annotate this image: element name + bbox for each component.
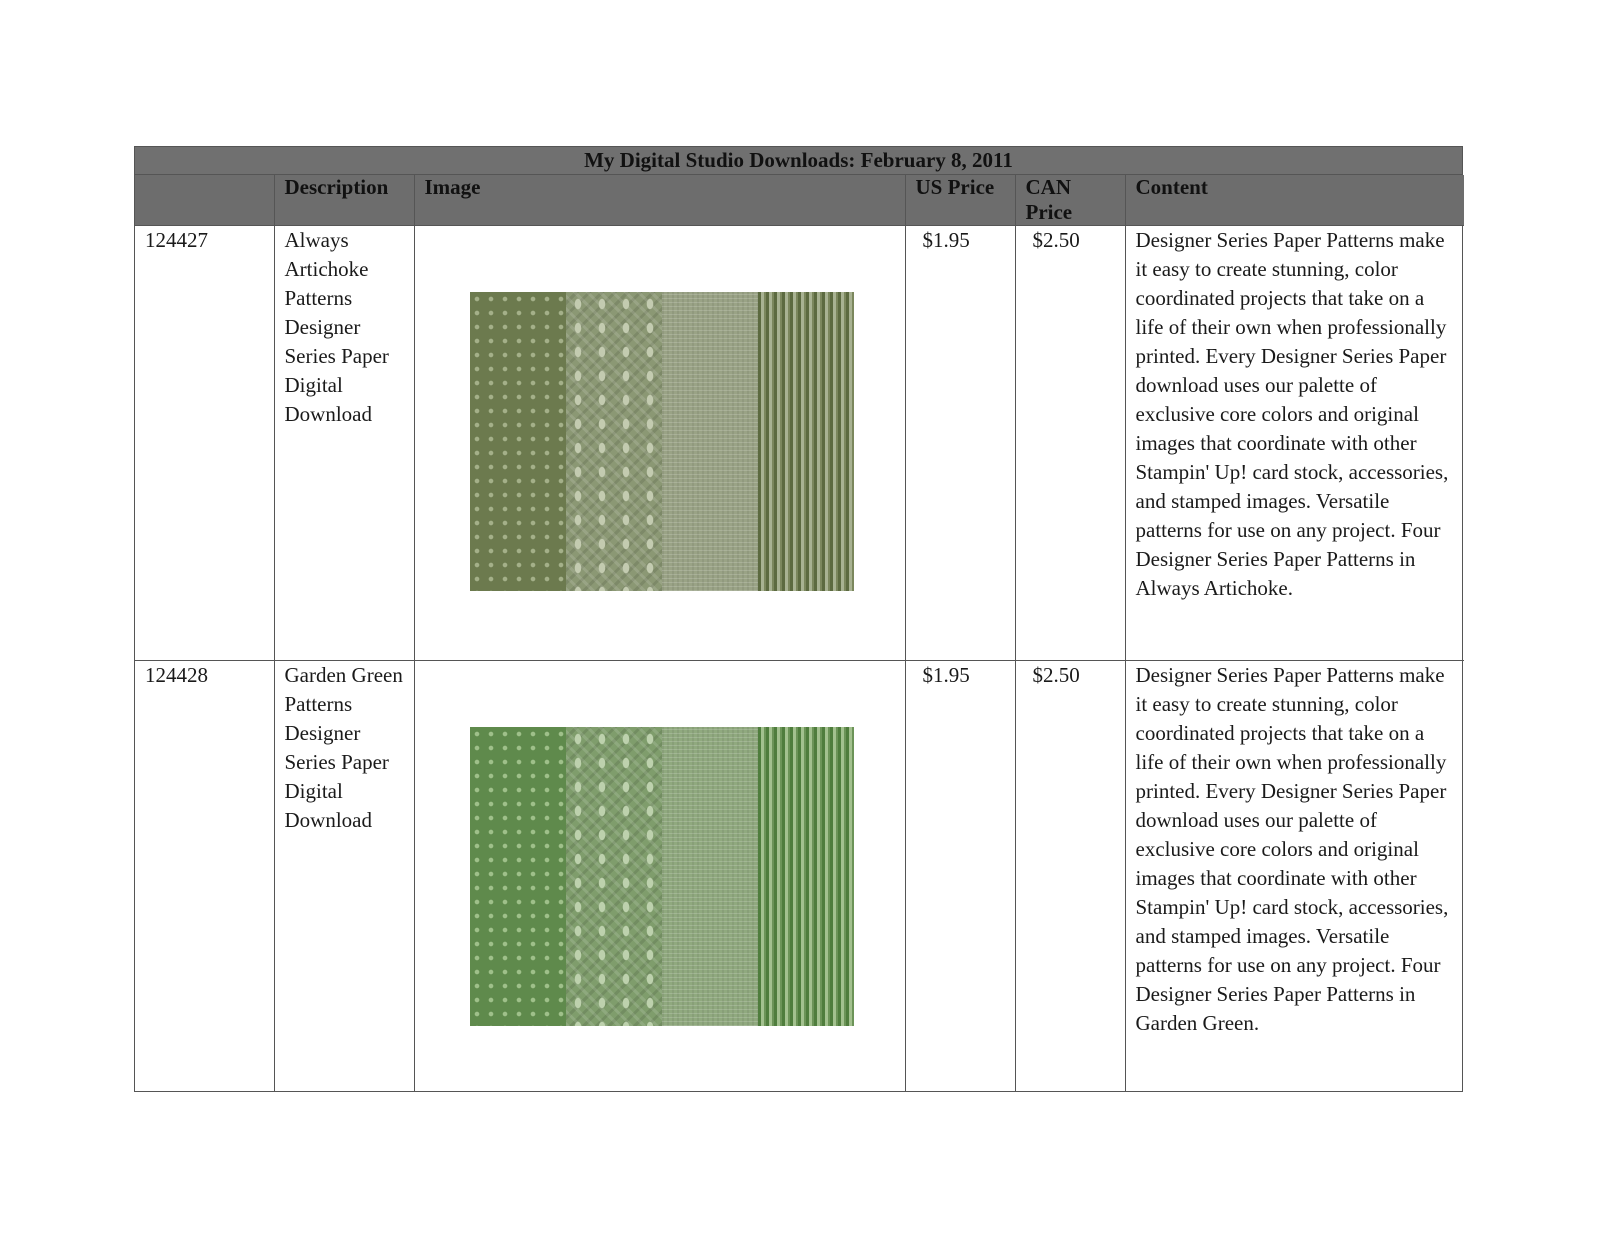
header-us-price: US Price xyxy=(905,175,1015,226)
damask-pattern xyxy=(566,727,662,1026)
header-content: Content xyxy=(1125,175,1464,226)
item-id: 124427 xyxy=(135,226,274,661)
item-content: Designer Series Paper Patterns make it easy to create stunning, color coordinated projects that take on a life of their own when professionally printed. Every Designer Series Paper download uses our palette of exclusive core colors and original images that coordinate with other Stampin' Up! card stock, accessories, and stamped images. Versatile patterns for use on any project. Four Designer Series Paper Patterns in Garden Green. xyxy=(1125,661,1464,1092)
item-id: 124428 xyxy=(135,661,274,1092)
item-description: Garden Green Patterns Designer Series Paper Digital Download xyxy=(274,661,414,1092)
table-row xyxy=(135,226,1464,661)
header-row xyxy=(135,175,1464,226)
item-description: Always Artichoke Patterns Designer Series Paper Digital Download xyxy=(274,226,414,661)
stripe-pattern xyxy=(758,727,854,1026)
text-texture-pattern xyxy=(662,727,758,1026)
item-image-cell xyxy=(414,661,905,1092)
paper-swatch-icon xyxy=(470,292,854,591)
header-id xyxy=(135,175,274,226)
item-content: Designer Series Paper Patterns make it easy to create stunning, color coordinated projects that take on a life of their own when professionally printed. Every Designer Series Paper download uses our palette of exclusive core colors and original images that coordinate with other Stampin' Up! card stock, accessories, and stamped images. Versatile patterns for use on any project. Four Designer Series Paper Patterns in Always Artichoke. xyxy=(1125,226,1464,661)
table-title: My Digital Studio Downloads: February 8, 2011 xyxy=(135,147,1462,175)
item-can-price: $2.50 xyxy=(1015,661,1125,1092)
paper-swatch-icon xyxy=(470,727,854,1026)
polka-dot-pattern xyxy=(470,292,566,591)
item-us-price: $1.95 xyxy=(905,661,1015,1092)
text-texture-pattern xyxy=(662,292,758,591)
header-can-price: CAN Price xyxy=(1015,175,1125,226)
downloads-table-container xyxy=(134,146,1463,1092)
stripe-pattern xyxy=(758,292,854,591)
item-us-price: $1.95 xyxy=(905,226,1015,661)
downloads-table xyxy=(135,175,1464,1091)
polka-dot-pattern xyxy=(470,727,566,1026)
item-can-price: $2.50 xyxy=(1015,226,1125,661)
table-row xyxy=(135,661,1464,1092)
header-description: Description xyxy=(274,175,414,226)
damask-pattern xyxy=(566,292,662,591)
item-image-cell xyxy=(414,226,905,661)
header-image: Image xyxy=(414,175,905,226)
